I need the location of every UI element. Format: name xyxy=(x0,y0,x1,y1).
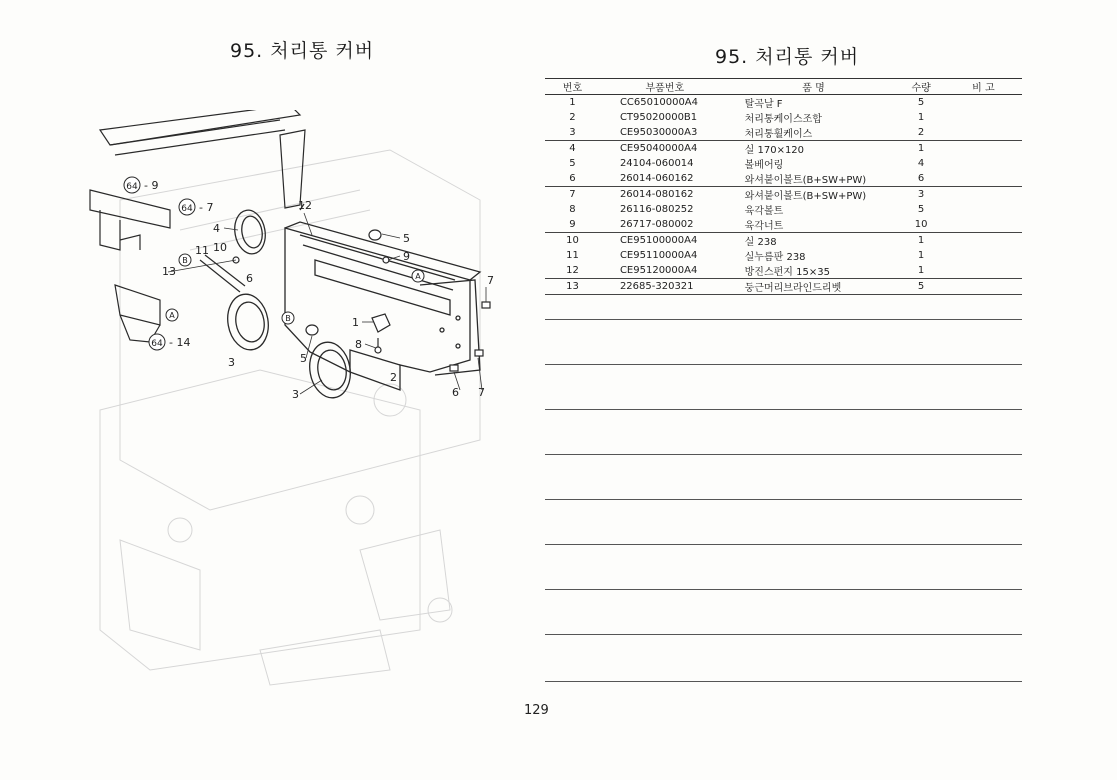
cell-name: 와셔붙이볼트(B+SW+PW) xyxy=(730,187,898,203)
cell-no: 8 xyxy=(569,204,576,215)
label-9: 9 xyxy=(403,250,410,263)
table-row xyxy=(545,279,1022,295)
label-11: 11 xyxy=(195,244,209,257)
cell-remark xyxy=(945,279,1022,295)
cell-part-no: CE95030000A3 xyxy=(619,127,698,138)
cell-part-no: 26014-080162 xyxy=(600,187,730,203)
cell-qty: 3 xyxy=(897,187,944,203)
right-page xyxy=(540,0,1117,780)
cell-qty: 6 xyxy=(917,173,925,184)
cell-name: 방진스펀지 15×35 xyxy=(744,267,830,278)
table-row xyxy=(545,110,1022,125)
cell-name: 볼베어링 xyxy=(744,160,784,171)
cell-qty: 5 xyxy=(917,204,925,215)
label-7-top: 7 xyxy=(487,274,494,287)
table-row xyxy=(545,248,1022,263)
cell-no: 12 xyxy=(566,265,579,276)
cell-no: 2 xyxy=(569,112,576,123)
seal-ring-part-4 xyxy=(231,208,268,257)
cell-remark xyxy=(945,248,1022,263)
callout-64-b-suffix: - 7 xyxy=(199,201,214,214)
left-page xyxy=(0,0,540,780)
cell-no: 10 xyxy=(545,233,600,249)
cell-name: 와셔붙이볼트(B+SW+PW) xyxy=(744,175,867,186)
table-row xyxy=(545,202,1022,217)
label-1: 1 xyxy=(352,316,359,329)
cell-no: 4 xyxy=(545,141,600,157)
cell-qty: 1 xyxy=(917,265,925,276)
cell-part-no: CE95110000A4 xyxy=(619,250,698,261)
cell-name: 실누름판 238 xyxy=(744,252,806,263)
cell-remark xyxy=(945,187,1022,203)
cell-no: 11 xyxy=(566,250,579,261)
page-number: 129 xyxy=(524,703,549,718)
rule-line xyxy=(545,364,1022,365)
cell-remark xyxy=(945,233,1022,249)
wheel-case-part-3-left xyxy=(223,291,272,353)
label-6-bottom: 6 xyxy=(452,386,459,399)
cell-qty: 5 xyxy=(917,97,925,108)
header-qty: 수량 xyxy=(897,79,944,95)
cell-qty: 2 xyxy=(917,127,925,138)
cell-remark xyxy=(945,125,1022,141)
right-page-title: 95. 처리통 커버 xyxy=(715,46,860,68)
label-3-left: 3 xyxy=(228,356,235,369)
cell-no: 1 xyxy=(569,97,576,108)
cell-remark xyxy=(945,263,1022,279)
header-name: 품 명 xyxy=(730,79,898,95)
cell-remark xyxy=(945,171,1022,187)
table-row xyxy=(545,156,1022,171)
label-6-top: 6 xyxy=(246,272,253,285)
exploded-parts-diagram xyxy=(60,110,520,690)
cell-part-no: 22685-320321 xyxy=(600,279,730,295)
label-5-top: 5 xyxy=(403,232,410,245)
cell-part-no: CC65010000A4 xyxy=(619,97,699,108)
label-3-right: 3 xyxy=(292,388,299,401)
cell-name: 둥근머리브라인드리벳 xyxy=(730,279,898,295)
cell-name: 실 170×120 xyxy=(730,141,898,157)
cell-remark xyxy=(945,156,1022,171)
cell-name: 탈곡날 F xyxy=(744,99,783,110)
cell-part-no: CE95120000A4 xyxy=(619,265,698,276)
cell-name: 처리통휠케이스 xyxy=(744,129,813,140)
callout-64-b-label: 64 xyxy=(181,204,193,214)
cell-part-no: CE95100000A4 xyxy=(600,233,730,249)
cell-qty: 4 xyxy=(917,158,925,169)
header-part-no: 부품번호 xyxy=(600,79,730,95)
cell-qty: 1 xyxy=(897,141,944,157)
cell-no: 3 xyxy=(569,127,576,138)
callout-A-b-label: A xyxy=(415,272,421,281)
table-row xyxy=(545,263,1022,279)
rule-line xyxy=(545,409,1022,410)
cell-remark xyxy=(945,202,1022,217)
rule-line xyxy=(545,681,1022,682)
cell-qty: 10 xyxy=(914,219,928,230)
cell-part-no: 26014-060162 xyxy=(619,173,694,184)
cell-no: 9 xyxy=(569,219,576,230)
rule-line xyxy=(545,544,1022,545)
cell-name: 실 238 xyxy=(730,233,898,249)
header-remark: 비 고 xyxy=(945,79,1022,95)
table-row xyxy=(545,125,1022,141)
cell-no: 6 xyxy=(569,173,576,184)
label-12: 12 xyxy=(298,199,312,212)
callout-64-a-suffix: - 9 xyxy=(144,179,159,192)
cell-part-no: CE95040000A4 xyxy=(600,141,730,157)
rule-line xyxy=(545,634,1022,635)
cell-qty: 1 xyxy=(917,250,925,261)
table-row xyxy=(545,233,1022,249)
cell-remark xyxy=(945,217,1022,233)
cell-qty: 1 xyxy=(917,112,925,123)
rule-line xyxy=(545,589,1022,590)
cell-name: 육각볼트 xyxy=(744,206,784,217)
cell-remark xyxy=(945,110,1022,125)
table-row xyxy=(545,141,1022,157)
left-page-title: 95. 처리통 커버 xyxy=(230,40,375,62)
ghost-background-drawing xyxy=(100,150,480,685)
cell-name: 육각너트 xyxy=(744,221,784,232)
parts-table xyxy=(545,78,1022,295)
callout-B-a-label: B xyxy=(182,256,188,265)
cell-name: 처리통케이스조합 xyxy=(744,114,822,125)
cell-part-no: 26717-080002 xyxy=(619,219,694,230)
label-8: 8 xyxy=(355,338,362,351)
label-7-bottom: 7 xyxy=(478,386,485,399)
label-5-bottom: 5 xyxy=(300,352,307,365)
rule-line xyxy=(545,499,1022,500)
callout-64-c-label: 64 xyxy=(151,339,163,349)
cell-qty: 5 xyxy=(897,279,944,295)
label-13: 13 xyxy=(162,265,176,278)
callout-A-a-label: A xyxy=(169,311,175,320)
callout-B-b-label: B xyxy=(285,314,291,323)
cell-qty: 1 xyxy=(897,233,944,249)
table-row xyxy=(545,95,1022,111)
cell-remark xyxy=(945,141,1022,157)
rule-line xyxy=(545,319,1022,320)
cell-part-no: CT95020000B1 xyxy=(619,112,698,123)
label-10: 10 xyxy=(213,241,227,254)
label-2: 2 xyxy=(390,371,397,384)
table-row xyxy=(545,171,1022,187)
rule-line xyxy=(545,454,1022,455)
cell-no: 13 xyxy=(545,279,600,295)
cell-part-no: 26116-080252 xyxy=(619,204,694,215)
cell-no: 7 xyxy=(545,187,600,203)
header-no: 번호 xyxy=(545,79,600,95)
table-header-row xyxy=(545,79,1022,95)
cell-remark xyxy=(945,95,1022,111)
cell-part-no: 24104-060014 xyxy=(619,158,694,169)
callout-64-c-suffix: - 14 xyxy=(169,336,191,349)
table-row xyxy=(545,187,1022,203)
callout-64-a-label: 64 xyxy=(126,182,138,192)
table-row xyxy=(545,217,1022,233)
label-4: 4 xyxy=(213,222,220,235)
cell-no: 5 xyxy=(569,158,576,169)
